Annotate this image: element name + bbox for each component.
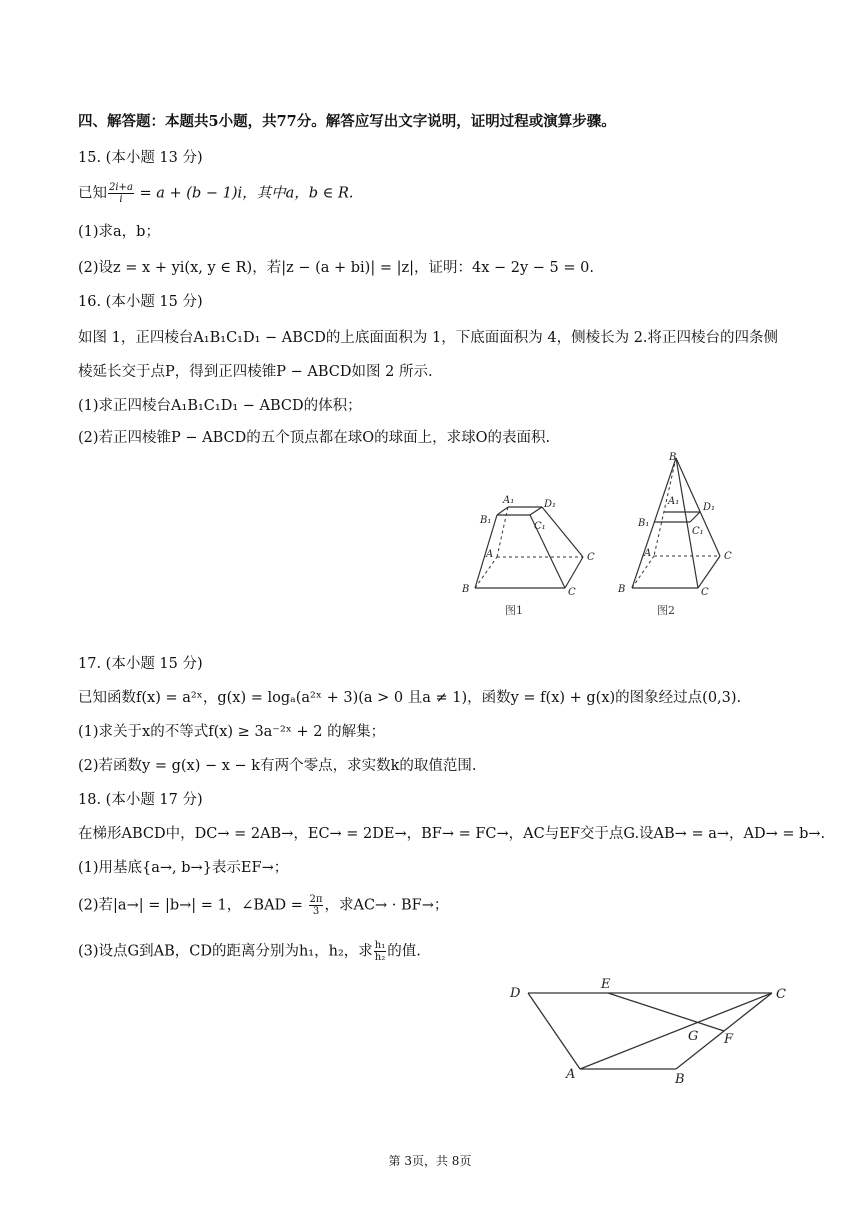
q18-part2-fraction [309, 894, 324, 917]
q15-stem-prefix: 已知 [78, 185, 107, 202]
q15-part1: (1)求a，b； [78, 224, 160, 240]
q18-part3-frac-den: h₂ [374, 952, 386, 963]
q15-fraction [108, 182, 134, 205]
q18-part3-prefix: (3)设点G到AB，CD的距离分别为h₁，h₂，求 [78, 943, 373, 960]
fig1-label-d1: D₁ [544, 499, 557, 510]
q18-part2-frac-num: 2π [309, 894, 323, 905]
trap-label-d: D [510, 986, 521, 1001]
q18-part3-fraction [374, 940, 386, 963]
fig2-label-a: A [644, 548, 652, 559]
trap-label-c: C [776, 987, 786, 1002]
page-footer: 第 3页，共 8页 [388, 1154, 472, 1168]
trap-label-f: F [724, 1032, 734, 1047]
q15-stem [78, 182, 354, 205]
figure-1-frustum [455, 485, 595, 625]
q16-part1: (1)求正四棱台A₁B₁C₁D₁ − ABCD的体积； [78, 398, 362, 414]
fig2-label-c: C [701, 587, 709, 598]
fig1-label-c1: C₁ [534, 521, 546, 532]
q15-frac-num: 2i+a [109, 182, 133, 193]
q17-part1: (1)求关于x的不等式f(x) ≥ 3a⁻²ˣ + 2 的解集； [78, 724, 386, 740]
trap-label-g: G [688, 1029, 699, 1044]
q17-stem: 已知函数f(x) = a²ˣ，g(x) = logₐ(a²ˣ + 3)(a > 0 且a ≠ 1)，函数y = f(x) + g(x)的图象经过点(0,3). [78, 690, 742, 706]
q18-part3 [78, 940, 421, 963]
q18-part2-frac-den: 3 [312, 906, 320, 917]
q15-part2: (2)设z = x + yi(x, y ∈ R)，若|z − (a + bi)| = |z|，证明：4x − 2y − 5 = 0. [78, 260, 594, 276]
q18-part1: (1)用基底{a→, b→}表示EF→； [78, 860, 289, 876]
q16-stem-line2: 棱延长交于点P，得到正四棱锥P − ABCD如图 2 所示. [78, 364, 433, 380]
fig1-label-c-right: C [587, 552, 595, 563]
fig1-label-a1: A₁ [503, 495, 515, 506]
fig2-caption: 图2 [657, 604, 675, 617]
fig1-label-c: C [568, 587, 576, 598]
q15-frac-den: i [119, 194, 123, 205]
q15-title: 15. (本小题 13 分) [78, 150, 203, 166]
fig2-label-p: B [669, 452, 677, 463]
figure-trapezoid [500, 970, 800, 1090]
fig1-label-a: A [486, 549, 494, 560]
q16-stem-line1: 如图 1，正四棱台A₁B₁C₁D₁ − ABCD的上底面面积为 1，下底面面积为 4，侧棱长为 2.将正四棱台的四条侧 [78, 330, 779, 346]
fig2-label-c-right: C [724, 551, 732, 562]
q18-part3-frac-num: h₁ [374, 940, 386, 951]
fig2-label-a1: A₁ [668, 496, 680, 507]
q18-part2-prefix: (2)若|a→| = |b→| = 1，∠BAD = [78, 897, 308, 914]
q18-part2-suffix: ，求AC→ · BF→； [324, 897, 449, 914]
fig2-label-d1: D₁ [703, 502, 716, 513]
q18-stem: 在梯形ABCD中，DC→ = 2AB→，EC→ = 2DE→，BF→ = FC→，AC与EF交于点G.设AB→ = a→，AD→ = b→. [78, 826, 826, 842]
q18-title: 18. (本小题 17 分) [78, 792, 203, 808]
q16-part2: (2)若正四棱锥P − ABCD的五个顶点都在球O的球面上，求球O的表面积. [78, 430, 551, 446]
trap-label-b: B [675, 1072, 685, 1087]
q18-part3-suffix: 的值. [387, 943, 421, 960]
q15-stem-suffix: = a + (b − 1)i，其中a，b ∈ R. [134, 185, 354, 202]
q18-part2 [78, 894, 448, 917]
fig1-caption: 图1 [505, 604, 523, 617]
trap-label-a: A [566, 1067, 576, 1082]
figure-2-pyramid [612, 448, 752, 626]
q17-title: 17. (本小题 15 分) [78, 656, 203, 672]
q16-title: 16. (本小题 15 分) [78, 294, 203, 310]
fig1-label-b1: B₁ [480, 515, 492, 526]
trap-label-e: E [601, 977, 611, 992]
fig1-label-b: B [462, 584, 470, 595]
fig2-label-b: B [618, 584, 626, 595]
fig2-label-b1: B₁ [638, 518, 650, 529]
fig2-label-c1: C₁ [692, 526, 704, 537]
section-header: 四、解答题：本题共5小题，共77分。解答应写出文字说明，证明过程或演算步骤。 [78, 113, 616, 130]
q17-part2: (2)若函数y = g(x) − x − k有两个零点，求实数k的取值范围. [78, 758, 477, 774]
